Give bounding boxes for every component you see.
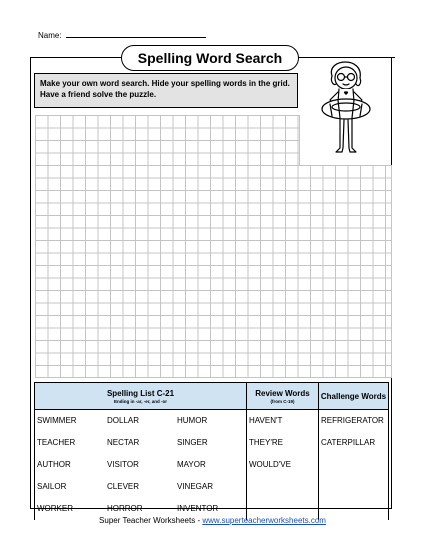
footer-text: Super Teacher Worksheets - xyxy=(99,516,203,525)
word-search-grid-top[interactable] xyxy=(35,115,300,166)
list-item: VINEGAR xyxy=(177,482,214,491)
main-words-column-2 xyxy=(107,410,177,520)
list-item: HUMOR xyxy=(177,416,208,425)
name-label: Name: xyxy=(38,31,62,40)
list-item: MAYOR xyxy=(177,460,206,469)
list-item: HORROR xyxy=(107,504,143,513)
spelling-list-table xyxy=(34,382,389,520)
girl-with-swim-ring-illustration xyxy=(318,54,374,162)
main-list-header xyxy=(35,383,247,410)
main-list-subtitle: Ending in -ar, -er, and -or xyxy=(113,398,167,404)
list-item: THEY'RE xyxy=(249,438,283,447)
list-item: CATERPILLAR xyxy=(321,438,376,447)
main-words-column-1 xyxy=(37,410,107,520)
list-item: NECTAR xyxy=(107,438,140,447)
word-search-grid[interactable] xyxy=(35,165,392,378)
list-item: TEACHER xyxy=(37,438,76,447)
main-words-cell xyxy=(35,410,247,521)
page-title: Spelling Word Search xyxy=(121,45,299,71)
list-item: SINGER xyxy=(177,438,208,447)
challenge-words-cell xyxy=(319,410,389,521)
challenge-words-header: Challenge Words xyxy=(319,383,389,410)
instructions-box: Make your own word search. Hide your spelling words in the grid. Have a friend solve the puzzle. xyxy=(34,73,298,108)
review-words-title: Review Words xyxy=(255,388,310,398)
list-item: AUTHOR xyxy=(37,460,71,469)
footer xyxy=(0,516,425,525)
main-words-column-3 xyxy=(177,410,243,520)
list-item: VISITOR xyxy=(107,460,139,469)
main-list-title: Spelling List C-21 xyxy=(106,388,175,398)
list-item: REFRIGERATOR xyxy=(321,416,384,425)
list-item: SAILOR xyxy=(37,482,67,491)
review-words-header xyxy=(247,383,319,410)
name-line[interactable] xyxy=(66,29,206,38)
list-item: WOULD'VE xyxy=(249,460,291,469)
list-item: CLEVER xyxy=(107,482,140,491)
list-item: INVENTOR xyxy=(177,504,219,513)
name-field xyxy=(38,29,206,40)
review-words-subtitle: (from C-19) xyxy=(270,398,295,404)
review-words-cell xyxy=(247,410,319,521)
list-item: WORKER xyxy=(37,504,73,513)
list-item: HAVEN'T xyxy=(249,416,283,425)
footer-link[interactable]: www.superteacherworksheets.com xyxy=(202,516,326,525)
list-item: SWIMMER xyxy=(37,416,77,425)
list-item: DOLLAR xyxy=(107,416,140,425)
